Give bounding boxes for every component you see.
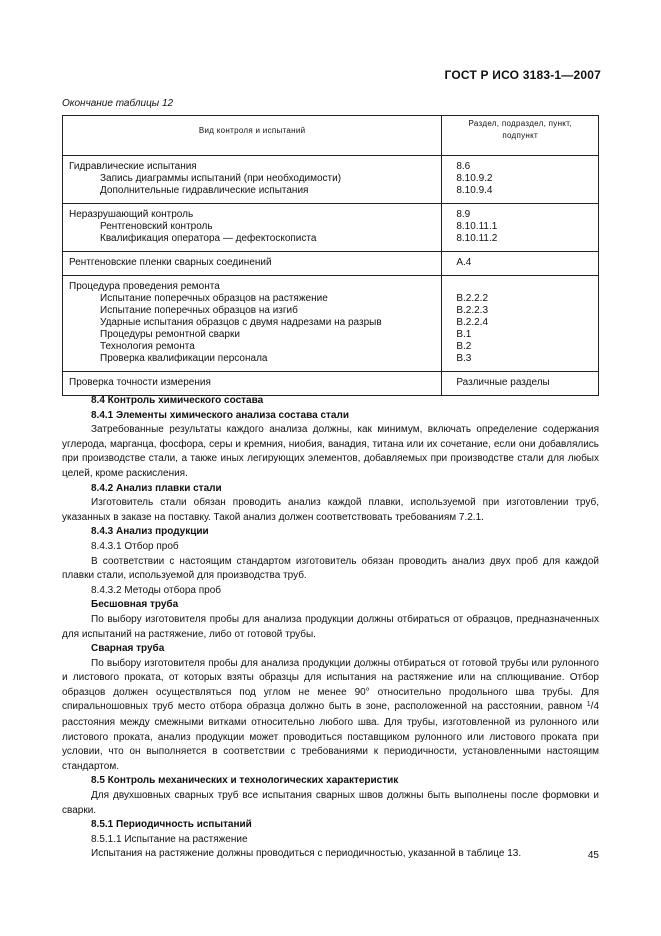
table-header-row bbox=[63, 116, 599, 156]
inspection-item: Квалификация оператора — дефектоскописта bbox=[100, 233, 317, 244]
paragraph-welded: По выбору изготовителя пробы для анализа продукции должны отбираться от готовой трубы или рулонного и листового проката, от которых взяты образцы для испытания на растяжение или на сплющивание. Отбор образцов должен осуществляться под углом не менее 90° относительно продольного шва трубы. Для спиральношовных труб место отбора образца должно быть в зоне, расположенной на расстоянии, равном $^1$/4 расстояния между смежными витками относительно любого шва. Для трубы, изготовленной из рулонного или листового проката, анализ продукции может проводиться поставщиком рулонного или листового проката при условии, что он выполняется в соответствии с требованиями к периодичности, установленными настоящим стандартом. bbox=[62, 657, 599, 772]
table-row bbox=[63, 252, 599, 276]
table-row bbox=[63, 276, 599, 372]
reference-item: B.3 bbox=[456, 353, 472, 364]
heading-seamless: Бесшовная труба bbox=[91, 599, 179, 611]
text-part: По выбору изготовителя пробы для анализа продукции должны отбираться от готовой трубы или рулонного и листового проката, от которых взяты образцы для испытания на растяжение или на сплющивание. Отбор образцов должен осуществляться под углом не менее 90° относительно продольного шва трубы. Для спиральношовных труб место отбора образца должно быть в зоне, расположенной на расстоянии, равном bbox=[62, 657, 599, 713]
paragraph: Для двухшовных сварных труб все испытания сварных швов должны быть выполнены после формовки и сварки. bbox=[62, 790, 599, 816]
section-reference-cell bbox=[442, 372, 599, 396]
section-reference-cell bbox=[442, 156, 599, 204]
inspection-type-cell bbox=[63, 252, 442, 276]
reference-item: B.1 bbox=[456, 329, 472, 340]
section-reference-cell bbox=[442, 252, 599, 276]
heading-8-5-1: 8.5.1 Периодичность испытаний bbox=[91, 819, 252, 831]
inspection-item: Дополнительные гидравлические испытания bbox=[100, 185, 309, 196]
heading-8-4: 8.4 Контроль химического состава bbox=[91, 395, 264, 406]
standard-header: ГОСТ Р ИСО 3183-1—2007 bbox=[444, 68, 601, 82]
inspection-item: Рентгеновский контроль bbox=[100, 221, 213, 232]
fraction-denominator: 4 bbox=[593, 701, 599, 713]
paragraph: Испытания на растяжение должны проводиться с периодичностью, указанной в таблице 13. bbox=[91, 848, 522, 860]
inspection-item: Проверка точности измерения bbox=[69, 377, 211, 388]
fraction-numerator: 1 bbox=[586, 701, 591, 709]
inspection-item: Процедуры ремонтной сварки bbox=[100, 329, 240, 340]
section-text bbox=[62, 394, 599, 862]
reference-item: Различные разделы bbox=[456, 377, 550, 388]
heading-8-5: 8.5 Контроль механических и технологических характеристик bbox=[91, 775, 399, 787]
table-row bbox=[63, 156, 599, 204]
col2-header bbox=[442, 116, 599, 156]
inspection-item: Испытание поперечных образцов на изгиб bbox=[100, 305, 298, 316]
inspection-item: Рентгеновские пленки сварных соединений bbox=[69, 257, 272, 268]
inspection-type-cell bbox=[63, 204, 442, 252]
heading-8-4-3: 8.4.3 Анализ продукции bbox=[91, 526, 209, 538]
paragraph: Затребованные результаты каждого анализа должны, как минимум, включать определение содержания углерода, марганца, фосфора, серы и кремния, ниобия, ванадия, титана или их сочетание, если они добавлялись при производстве стали, а также иных легирующих элементов, добавляемых при производстве стали для любых целей, кроме раскисления. bbox=[62, 424, 599, 479]
inspection-type-cell bbox=[63, 372, 442, 396]
reference-item: B.2.2.2 bbox=[456, 293, 489, 304]
reference-item: B.2 bbox=[456, 341, 472, 352]
page-number: 45 bbox=[587, 850, 599, 861]
paragraph: В соответствии с настоящим стандартом изготовитель обязан проводить анализ двух проб для каждой плавки стали, используемой для производства труб. bbox=[62, 555, 599, 582]
table-caption: Окончание таблицы 12 bbox=[62, 98, 174, 109]
paragraph: По выбору изготовителя пробы для анализа продукции должны отбираться от образцов, предназначенных для испытаний на растяжение, либо от готовой трубы. bbox=[62, 613, 599, 640]
reference-item: B.2.2.3 bbox=[456, 305, 489, 316]
inspection-type-cell bbox=[63, 276, 442, 372]
inspection-type-cell bbox=[63, 156, 442, 204]
reference-item bbox=[456, 281, 598, 293]
section-reference-cell bbox=[442, 276, 599, 372]
heading-8-4-3-2: 8.4.3.2 Методы отбора проб bbox=[91, 584, 222, 596]
heading-8-4-3-1: 8.4.3.1 Отбор проб bbox=[91, 540, 179, 552]
reference-item: 8.10.9.2 bbox=[456, 173, 493, 184]
table-body bbox=[63, 156, 599, 396]
heading-8-5-1-1: 8.5.1.1 Испытание на растяжение bbox=[91, 833, 248, 845]
inspection-item: Проверка квалификации персонала bbox=[100, 353, 268, 364]
table-row bbox=[63, 204, 599, 252]
inspection-item: Ударные испытания образцов с двумя надрезами на разрыв bbox=[100, 317, 382, 328]
reference-item: 8.9 bbox=[456, 209, 471, 220]
reference-item: A.4 bbox=[456, 257, 472, 268]
reference-item: B.2.2.4 bbox=[456, 317, 489, 328]
heading-welded: Сварная труба bbox=[91, 643, 165, 655]
text-part: расстояния между смежными витками относительно любого шва. Для трубы, изготовленной из рулонного или листового проката, анализ продукции может проводиться поставщиком рулонного или листового проката при условии, что он выполняется в соответствии с требованиями к периодичности, установленными настоящим стандартом. bbox=[62, 717, 599, 772]
heading-8-4-2: 8.4.2 Анализ плавки стали bbox=[91, 482, 222, 494]
col2-header-line: Раздел, подраздел, пункт, bbox=[468, 119, 572, 128]
reference-item: 8.6 bbox=[456, 161, 471, 172]
paragraph: Изготовитель стали обязан проводить анализ каждой плавки, используемой при изготовлении труб, указанных в заказе на поставку. Такой анализ должен соответствовать требованиям 7.2.1. bbox=[62, 497, 599, 523]
inspection-table bbox=[62, 115, 599, 396]
inspection-item: Гидравлические испытания bbox=[69, 161, 197, 172]
heading-8-4-1: 8.4.1 Элементы химического анализа состава стали bbox=[91, 409, 349, 421]
inspection-item: Запись диаграммы испытаний (при необходимости) bbox=[100, 173, 342, 184]
inspection-item: Неразрушающий контроль bbox=[69, 209, 194, 220]
col2-header-line: подпункт bbox=[502, 131, 538, 140]
reference-item: 8.10.11.1 bbox=[456, 221, 498, 232]
inspection-item: Технология ремонта bbox=[100, 341, 195, 352]
col1-header: Вид контроля и испытаний bbox=[63, 116, 442, 156]
reference-item: 8.10.9.4 bbox=[456, 185, 493, 196]
inspection-item: Испытание поперечных образцов на растяжение bbox=[100, 293, 328, 304]
table-row bbox=[63, 372, 599, 396]
reference-item: 8.10.11.2 bbox=[456, 233, 498, 244]
inspection-item: Процедура проведения ремонта bbox=[69, 281, 220, 292]
section-reference-cell bbox=[442, 204, 599, 252]
